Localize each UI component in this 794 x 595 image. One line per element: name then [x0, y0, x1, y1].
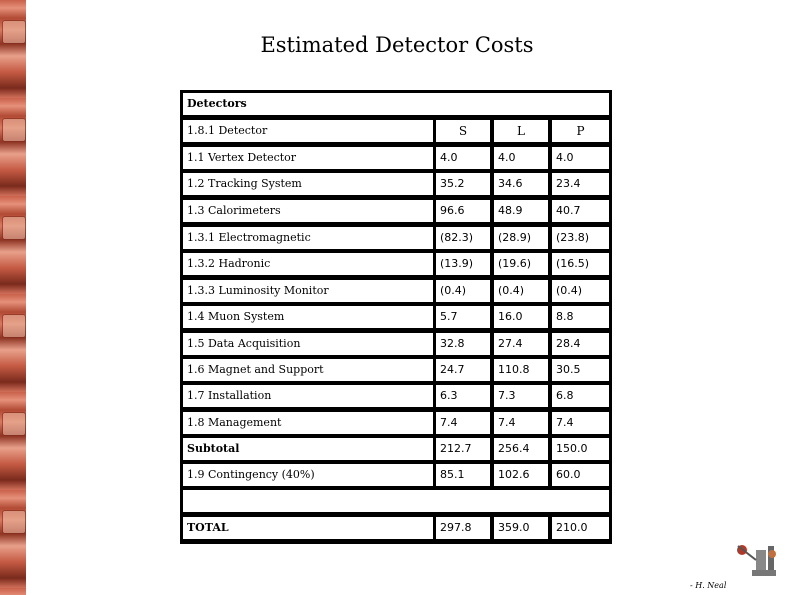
- cost-table: [180, 90, 612, 544]
- row-value-s: 24.7: [436, 359, 490, 381]
- logo-icon: [732, 540, 784, 580]
- row-value-p: 30.5: [552, 359, 609, 381]
- slide-title: Estimated Detector Costs: [260, 33, 534, 57]
- table-row: [183, 200, 609, 222]
- row-label: 1.3.3 Luminosity Monitor: [183, 280, 433, 302]
- row-value-p: (16.5): [552, 253, 609, 275]
- row-value-p: 28.4: [552, 333, 609, 355]
- row-value-s: 85.1: [436, 464, 490, 486]
- row-value-l: 7.3: [494, 385, 548, 407]
- row-label: 1.6 Magnet and Support: [183, 359, 433, 381]
- row-label: 1.3.2 Hadronic: [183, 253, 433, 275]
- row-value-l: 4.0: [494, 147, 548, 169]
- row-value-s: 96.6: [436, 200, 490, 222]
- row-value-s: 5.7: [436, 306, 490, 328]
- row-label: 1.8 Management: [183, 412, 433, 434]
- row-value-s: 4.0: [436, 147, 490, 169]
- total-p: 210.0: [552, 517, 609, 539]
- row-value-l: 110.8: [494, 359, 548, 381]
- border-ornament: [2, 412, 26, 436]
- row-value-l: 102.6: [494, 464, 548, 486]
- row-value-l: 16.0: [494, 306, 548, 328]
- total-l: 359.0: [494, 517, 548, 539]
- table-row: [183, 464, 609, 486]
- row-value-s: 7.4: [436, 412, 490, 434]
- table-row: [183, 227, 609, 249]
- row-value-p: 7.4: [552, 412, 609, 434]
- table-row: [183, 173, 609, 195]
- row-value-p: 4.0: [552, 147, 609, 169]
- table-header-row: [183, 120, 609, 142]
- header-label: 1.8.1 Detector: [183, 120, 433, 142]
- row-value-p: (0.4): [552, 280, 609, 302]
- row-value-l: 256.4: [494, 438, 548, 460]
- row-value-l: 7.4: [494, 412, 548, 434]
- header-col-p: P: [552, 120, 609, 142]
- row-label: 1.4 Muon System: [183, 306, 433, 328]
- border-ornament: [2, 118, 26, 142]
- row-label: 1.7 Installation: [183, 385, 433, 407]
- header-col-l: L: [494, 120, 548, 142]
- table-row: [183, 306, 609, 328]
- row-value-p: 40.7: [552, 200, 609, 222]
- table-section-row: [183, 93, 609, 115]
- table-row: [183, 147, 609, 169]
- table-row: [183, 333, 609, 355]
- row-value-s: (82.3): [436, 227, 490, 249]
- table-row: [183, 385, 609, 407]
- row-value-s: 6.3: [436, 385, 490, 407]
- border-ornament: [2, 314, 26, 338]
- table-row: [183, 253, 609, 275]
- border-ornament: [2, 510, 26, 534]
- table-total-row: [183, 517, 609, 539]
- table-row: [183, 280, 609, 302]
- row-value-s: (13.9): [436, 253, 490, 275]
- row-value-l: 34.6: [494, 173, 548, 195]
- row-label: 1.3 Calorimeters: [183, 200, 433, 222]
- row-value-p: (23.8): [552, 227, 609, 249]
- header-col-s: S: [436, 120, 490, 142]
- row-value-l: (19.6): [494, 253, 548, 275]
- border-ornament: [2, 216, 26, 240]
- row-label: Subtotal: [183, 438, 433, 460]
- table-row: [183, 412, 609, 434]
- row-label: 1.9 Contingency (40%): [183, 464, 433, 486]
- row-value-p: 6.8: [552, 385, 609, 407]
- section-label: Detectors: [183, 93, 609, 115]
- total-label: TOTAL: [183, 517, 433, 539]
- row-value-l: 48.9: [494, 200, 548, 222]
- total-s: 297.8: [436, 517, 490, 539]
- row-value-l: (0.4): [494, 280, 548, 302]
- row-label: 1.5 Data Acquisition: [183, 333, 433, 355]
- row-label: 1.2 Tracking System: [183, 173, 433, 195]
- row-label: 1.1 Vertex Detector: [183, 147, 433, 169]
- blank-cell: [183, 490, 609, 512]
- decorative-left-border: [0, 0, 26, 595]
- row-value-s: 35.2: [436, 173, 490, 195]
- row-value-p: 8.8: [552, 306, 609, 328]
- table-row: [183, 438, 609, 460]
- row-value-s: (0.4): [436, 280, 490, 302]
- row-value-p: 60.0: [552, 464, 609, 486]
- row-value-p: 23.4: [552, 173, 609, 195]
- row-value-l: 27.4: [494, 333, 548, 355]
- table-row: [183, 359, 609, 381]
- row-value-l: (28.9): [494, 227, 548, 249]
- author-credit: - H. Neal: [690, 581, 727, 590]
- table-blank-row: [183, 490, 609, 512]
- row-label: 1.3.1 Electromagnetic: [183, 227, 433, 249]
- row-value-p: 150.0: [552, 438, 609, 460]
- row-value-s: 32.8: [436, 333, 490, 355]
- row-value-s: 212.7: [436, 438, 490, 460]
